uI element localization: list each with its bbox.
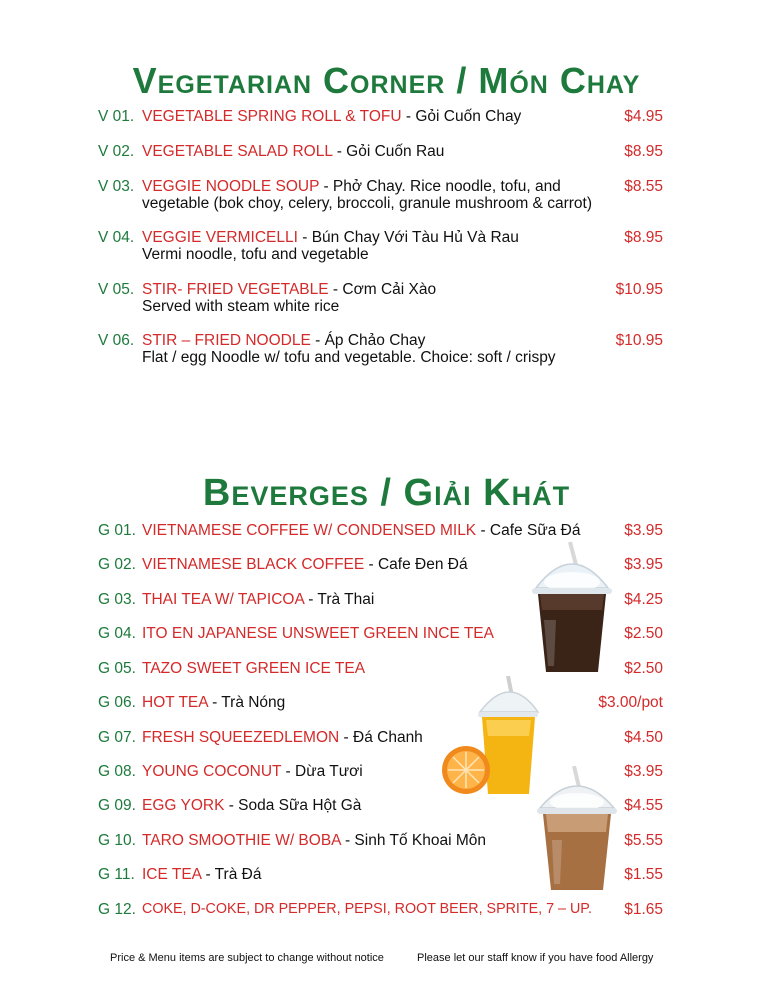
item-description: - Cafe Sữa Đá	[476, 522, 581, 539]
item-code: G 05.	[98, 660, 136, 677]
item-name: ICE TEA	[142, 866, 202, 883]
item-name-line	[142, 797, 361, 814]
item-price: $3.95	[624, 522, 663, 539]
item-name-line	[142, 591, 374, 608]
item-name-line	[142, 522, 580, 539]
item-price: $1.55	[624, 866, 663, 883]
item-price: $8.95	[624, 229, 663, 246]
item-description: - Trà Nóng	[207, 694, 286, 711]
item-name-line	[142, 729, 423, 746]
item-code: V 02.	[98, 143, 135, 160]
item-code: G 09.	[98, 797, 136, 814]
item-description: - Bún Chay Với Tàu Hủ Và Rau	[297, 229, 519, 246]
item-name-line	[142, 143, 444, 160]
item-name: THAI TEA W/ TAPICOA	[142, 591, 304, 608]
vegetarian-section-title: Vegetarian Corner / Món Chay	[132, 60, 641, 101]
item-code: G 02.	[98, 556, 136, 573]
item-name: VEGETABLE SPRING ROLL & TOFU	[142, 108, 402, 125]
iced-coffee-drink-image	[526, 540, 618, 680]
item-name-line	[142, 866, 261, 883]
item-price: $8.55	[624, 178, 663, 195]
item-name: VIETNAMESE BLACK COFFEE	[142, 556, 365, 573]
item-description: - Gỏi Cuốn Chay	[401, 108, 522, 125]
item-name-line	[142, 625, 494, 642]
footer-price-notice: Price & Menu items are subject to change without notice	[110, 952, 384, 964]
item-name: TAZO SWEET GREEN ICE TEA	[142, 660, 366, 677]
item-description: - Trà Thai	[303, 591, 375, 608]
item-name-line	[142, 763, 363, 780]
item-name: VIETNAMESE COFFEE W/ CONDENSED MILK	[142, 522, 477, 539]
item-price: $10.95	[615, 332, 663, 349]
item-name-line	[142, 178, 561, 195]
item-description: - Sinh Tố Khoai Môn	[340, 832, 486, 849]
item-code: G 01.	[98, 522, 136, 539]
item-name: STIR – FRIED NOODLE	[142, 332, 311, 349]
item-code: V 04.	[98, 229, 135, 246]
item-description: - Trà Đá	[201, 866, 262, 883]
item-price: $3.95	[624, 763, 663, 780]
item-name: EGG YORK	[142, 797, 225, 814]
milk-tea-drink-image	[532, 766, 622, 896]
item-name: TARO SMOOTHIE W/ BOBA	[142, 832, 341, 849]
item-code: G 07.	[98, 729, 136, 746]
item-name-line	[142, 229, 519, 246]
item-price: $3.95	[624, 556, 663, 573]
item-name-line	[142, 901, 592, 918]
item-name-line	[142, 694, 285, 711]
item-name-line	[142, 332, 425, 349]
item-code: G 06.	[98, 694, 136, 711]
item-description: - Cafe Đen Đá	[364, 556, 468, 573]
item-description: - Soda Sữa Hột Gà	[224, 797, 362, 814]
item-code: G 10.	[98, 832, 136, 849]
item-code: V 01.	[98, 108, 135, 125]
item-price: $4.55	[624, 797, 663, 814]
item-description: - Áp Chảo Chay	[310, 332, 426, 349]
item-name-line	[142, 108, 521, 125]
item-code: V 03.	[98, 178, 135, 195]
item-price: $4.25	[624, 591, 663, 608]
item-price: $8.95	[624, 143, 663, 160]
item-detail: vegetable (bok choy, celery, broccoli, granule mushroom & carrot)	[142, 195, 592, 212]
item-detail: Flat / egg Noodle w/ tofu and vegetable. Choice: soft / crispy	[142, 349, 556, 366]
item-code: V 05.	[98, 281, 135, 298]
item-detail: Vermi noodle, tofu and vegetable	[142, 246, 369, 263]
item-price: $3.00/pot	[598, 694, 663, 711]
item-description: - Dừa Tươi	[281, 763, 363, 780]
lemon-juice-drink-image	[440, 676, 540, 798]
item-price: $4.50	[624, 729, 663, 746]
item-detail: Served with steam white rice	[142, 298, 340, 315]
item-price: $4.95	[624, 108, 663, 125]
item-description: - Đá Chanh	[339, 729, 423, 746]
item-name: VEGETABLE SALAD ROLL	[142, 143, 333, 160]
item-name: STIR- FRIED VEGETABLE	[142, 281, 329, 298]
item-description: - Cơm Cải Xào	[328, 281, 437, 298]
item-name-line	[142, 660, 365, 677]
item-code: G 03.	[98, 591, 136, 608]
item-code: G 04.	[98, 625, 136, 642]
item-price: $2.50	[624, 660, 663, 677]
item-name-line	[142, 832, 486, 849]
footer-allergy-notice: Please let our staff know if you have food Allergy	[417, 952, 654, 964]
item-name-line	[142, 281, 436, 298]
item-description: - Phở Chay. Rice noodle, tofu, and	[319, 178, 561, 195]
item-code: G 08.	[98, 763, 136, 780]
item-code: G 12.	[98, 901, 136, 918]
item-description: - Gỏi Cuốn Rau	[332, 143, 445, 160]
item-name: YOUNG COCONUT	[142, 763, 282, 780]
item-name: COKE, D-COKE, DR PEPPER, PEPSI, ROOT BEER, SPRITE, 7 – UP.	[142, 901, 592, 917]
item-code: V 06.	[98, 332, 135, 349]
item-name: VEGGIE NOODLE SOUP	[142, 178, 320, 195]
item-price: $5.55	[624, 832, 663, 849]
item-name-line	[142, 556, 468, 573]
beverages-section-title: Beverges / Giải Khát	[202, 472, 571, 514]
item-name: HOT TEA	[142, 694, 208, 711]
item-name: VEGGIE VERMICELLI	[142, 229, 298, 246]
item-name: ITO EN JAPANESE UNSWEET GREEN INCE TEA	[142, 625, 494, 642]
item-name: FRESH SQUEEZEDLEMON	[142, 729, 340, 746]
item-code: G 11.	[98, 866, 135, 883]
item-price: $2.50	[624, 625, 663, 642]
item-price: $1.65	[624, 901, 663, 918]
item-price: $10.95	[615, 281, 663, 298]
